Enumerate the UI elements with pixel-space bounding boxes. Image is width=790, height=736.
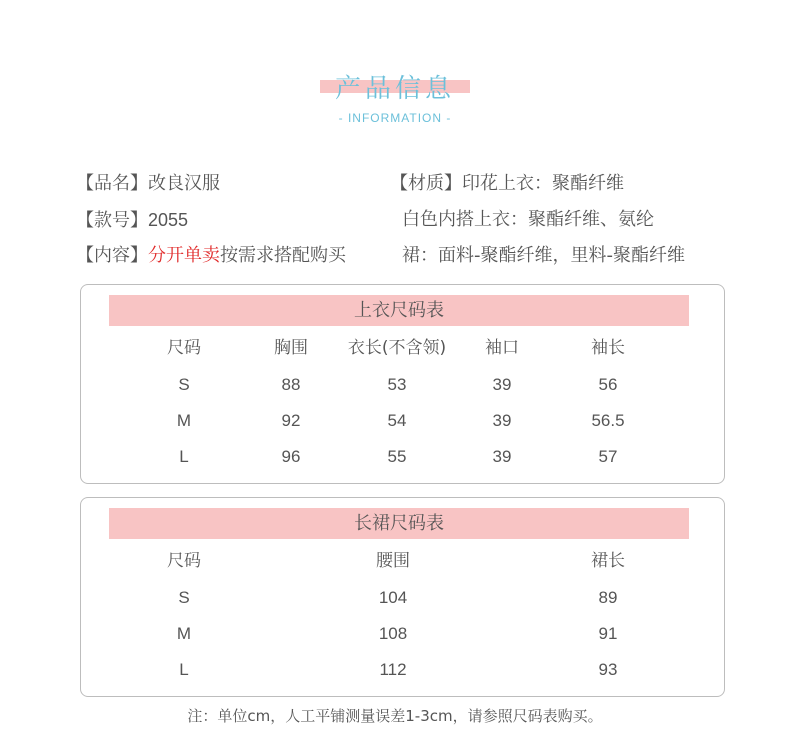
info-style-number [76, 208, 188, 233]
info-label: 【品名】 [76, 173, 148, 194]
info-label: 【内容】 [76, 245, 148, 266]
table-cell: 39 [492, 375, 512, 394]
info-material [390, 172, 624, 196]
column-header: 袖长 [591, 338, 625, 358]
table-cell: 54 [387, 411, 407, 430]
info-content [76, 244, 346, 268]
info-value: 改良汉服 [148, 173, 220, 194]
table-cell: 108 [378, 624, 408, 643]
table-cell: 93 [598, 660, 618, 679]
table-cell: L [179, 447, 189, 466]
table-cell: 88 [281, 375, 301, 394]
column-header: 衣长(不含领) [347, 338, 447, 358]
info-label: 【材质】 [390, 173, 462, 194]
info-value: 裙：面料-聚酯纤维，里料-聚酯纤维 [402, 245, 685, 266]
table-cell: 96 [281, 447, 301, 466]
measurement-note: 注：单位cm，人工平铺测量误差1-3cm，请参照尺码表购买。 [187, 707, 603, 725]
skirt-table-title: 长裙尺码表 [109, 508, 689, 539]
table-cell: 53 [387, 375, 407, 394]
skirt-size-table [80, 497, 725, 697]
table-cell: 112 [379, 660, 407, 679]
page-subtitle: - INFORMATION - [338, 111, 452, 125]
info-material-inner [402, 208, 654, 232]
column-header: 腰围 [376, 551, 410, 571]
table-cell: S [178, 375, 190, 394]
table-cell: 89 [598, 588, 618, 607]
info-material-skirt [402, 244, 685, 268]
table-cell: M [176, 411, 192, 430]
table-cell: 56.5 [591, 411, 625, 430]
column-header: 袖口 [485, 338, 519, 358]
info-value: 按需求搭配购买 [220, 245, 346, 266]
table-cell: 91 [598, 624, 618, 643]
top-table-title: 上衣尺码表 [109, 295, 689, 326]
table-cell: S [178, 588, 190, 607]
info-value: 2055 [148, 210, 189, 230]
info-value: 白色内搭上衣：聚酯纤维、氨纶 [402, 209, 654, 230]
column-header: 尺码 [167, 551, 201, 571]
table-cell: L [179, 660, 189, 679]
table-cell: 39 [492, 411, 512, 430]
page-title: 产品信息 [334, 74, 455, 104]
table-cell: 104 [378, 588, 408, 607]
table-cell: 57 [598, 447, 618, 466]
info-product-name [76, 172, 220, 196]
column-header: 胸围 [274, 338, 308, 358]
table-cell: 55 [387, 447, 407, 466]
info-value: 印花上衣：聚酯纤维 [462, 173, 624, 194]
table-cell: 92 [281, 411, 301, 430]
section-title [0, 66, 790, 106]
table-cell: 56 [598, 375, 618, 394]
info-value-highlight: 分开单卖 [148, 245, 220, 266]
column-header: 尺码 [167, 338, 201, 358]
table-cell: 39 [492, 447, 512, 466]
table-cell: M [176, 624, 192, 643]
info-label: 【款号】 [76, 210, 148, 231]
column-header: 裙长 [591, 551, 625, 571]
top-size-table [80, 284, 725, 484]
